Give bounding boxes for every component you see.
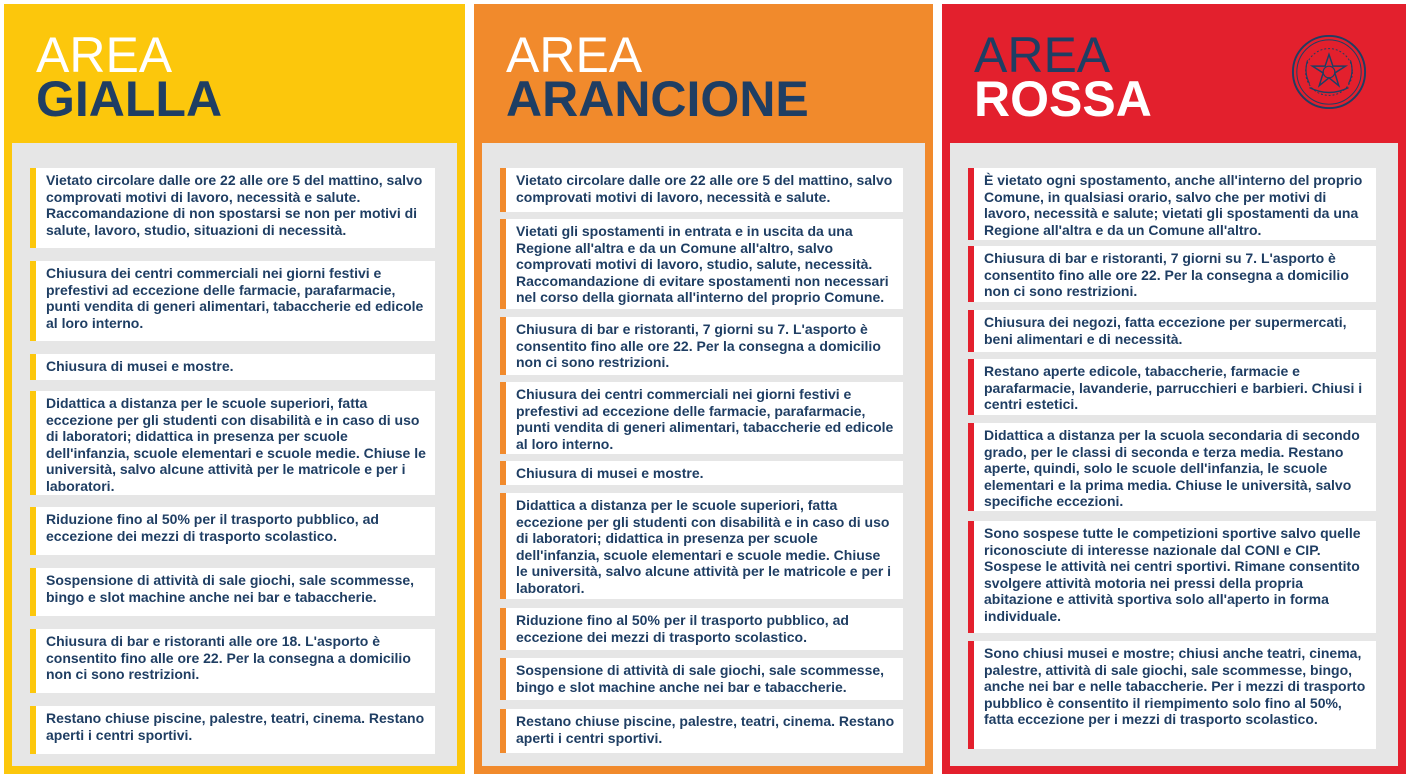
area-gialla-list (12, 143, 457, 766)
area-rossa-header (942, 4, 1406, 141)
area-arancione-panel (474, 4, 933, 774)
list-item: Chiusura dei centri commerciali nei giorni festivi e prefestivi ad eccezione delle farmacie, parafarmacie, punti vendita di generi alimentari, tabaccherie ed edicole al loro interno. (30, 261, 435, 341)
area-rossa-panel (942, 4, 1406, 774)
list-item: Chiusura di bar e ristoranti, 7 giorni su 7. L'asporto è consentito fino alle ore 22. Per la consegna a domicilio non ci sono restrizioni. (968, 246, 1376, 302)
area-gialla-panel (4, 4, 465, 774)
list-item: Chiusura di musei e mostre. (30, 354, 435, 380)
list-item: Didattica a distanza per la scuola secondaria di secondo grado, per le classi di seconda e terza media. Restano aperte, quindi, solo le scuole dell'infanzia, le scuole elementari e la prima media. Chiuse le università, salvo specifiche eccezioni. (968, 423, 1376, 511)
area-rossa-title-line2: ROSSA (974, 71, 1152, 127)
list-item: Chiusura dei centri commerciali nei giorni festivi e prefestivi ad eccezione delle farmacie, parafarmacie, punti vendita di generi alimentari, tabaccherie ed edicole al loro interno. (500, 382, 903, 454)
list-item: Vietato circolare dalle ore 22 alle ore 5 del mattino, salvo comprovati motivi di lavoro, necessità e salute. Raccomandazione di non spostarsi se non per motivi di salute, lavoro, studio, situazioni di necessità. (30, 168, 435, 248)
list-item: Riduzione fino al 50% per il trasporto pubblico, ad eccezione dei mezzi di trasporto scolastico. (500, 608, 903, 650)
list-item: Riduzione fino al 50% per il trasporto pubblico, ad eccezione dei mezzi di trasporto scolastico. (30, 507, 435, 555)
list-item: Sospensione di attività di sale giochi, sale scommesse, bingo e slot machine anche nei bar e tabaccherie. (30, 568, 435, 616)
list-item: Chiusura di bar e ristoranti alle ore 18. L'asporto è consentito fino alle ore 22. Per la consegna a domicilio non ci sono restrizioni. (30, 629, 435, 693)
list-item: Restano aperte edicole, tabaccherie, farmacie e parafarmacie, lavanderie, parrucchieri e barbieri. Chiusi i centri estetici. (968, 359, 1376, 415)
list-item: È vietato ogni spostamento, anche all'interno del proprio Comune, in qualsiasi orario, salvo che per motivi di lavoro, necessità e salute; vietati gli spostamenti da una Regione all'altra e da un Comune all'altro. (968, 168, 1376, 240)
list-item: Vietati gli spostamenti in entrata e in uscita da una Regione all'altra e da un Comune all'altro, salvo comprovati motivi di lavoro, studio, salute, necessità. Raccomandazione di evitare spostamenti non necessari nel corso della giornata all'interno del proprio Comune. (500, 219, 903, 309)
list-item: Didattica a distanza per le scuole superiori, fatta eccezione per gli studenti con disabilità e in caso di uso di laboratori; didattica in presenza per scuole dell'infanzia, scuole elementari e scuole medie. Chiuse le università, salvo alcune attività per le matricole e per i laboratori. (500, 493, 903, 599)
area-arancione-header (474, 4, 933, 141)
area-arancione-title-line2: ARANCIONE (506, 71, 809, 127)
area-gialla-title-line1: AREA (36, 27, 173, 83)
list-item: Chiusura dei negozi, fatta eccezione per supermercati, beni alimentari e di necessità. (968, 310, 1376, 352)
area-arancione-title-line1: AREA (506, 27, 643, 83)
list-item: Vietato circolare dalle ore 22 alle ore 5 del mattino, salvo comprovati motivi di lavoro, necessità e salute. (500, 168, 903, 212)
area-rossa-title-line1: AREA (974, 27, 1111, 83)
area-gialla-header (4, 4, 465, 141)
list-item: Chiusura di musei e mostre. (500, 461, 903, 485)
area-rossa-list (950, 143, 1398, 766)
list-item: Chiusura di bar e ristoranti, 7 giorni su 7. L'asporto è consentito fino alle ore 22. Per la consegna a domicilio non ci sono restrizioni. (500, 317, 903, 375)
list-item: Didattica a distanza per le scuole superiori, fatta eccezione per gli studenti con disabilità e in caso di uso di laboratori; didattica in presenza per scuole dell'infanzia, scuole elementari e scuole medie. Chiuse le università, salvo alcune attività per le matricole e per i laboratori. (30, 391, 435, 495)
list-item: Sospensione di attività di sale giochi, sale scommesse, bingo e slot machine anche nei bar e tabaccherie. (500, 658, 903, 700)
repubblica-italiana-emblem-icon (1290, 33, 1368, 111)
list-item: Sono sospese tutte le competizioni sportive salvo quelle riconosciute di interesse nazionale dal CONI e CIP. Sospese le attività nei centri sportivi. Rimane consentito svolgere attività motoria nei pressi della propria abitazione e attività sportiva solo all'aperto in forma individuale. (968, 521, 1376, 633)
list-item: Restano chiuse piscine, palestre, teatri, cinema. Restano aperti i centri sportivi. (30, 706, 435, 754)
area-gialla-title-line2: GIALLA (36, 71, 223, 127)
area-arancione-list (482, 143, 925, 766)
list-item: Sono chiusi musei e mostre; chiusi anche teatri, cinema, palestre, attività di sale giochi, sale scommesse, bingo, anche nei bar e nelle tabaccherie. Per i mezzi di trasporto pubblico è consentito il riempimento solo fino al 50%, fatta eccezione per i mezzi di trasporto scolastico. (968, 641, 1376, 749)
list-item: Restano chiuse piscine, palestre, teatri, cinema. Restano aperti i centri sportivi. (500, 709, 903, 753)
